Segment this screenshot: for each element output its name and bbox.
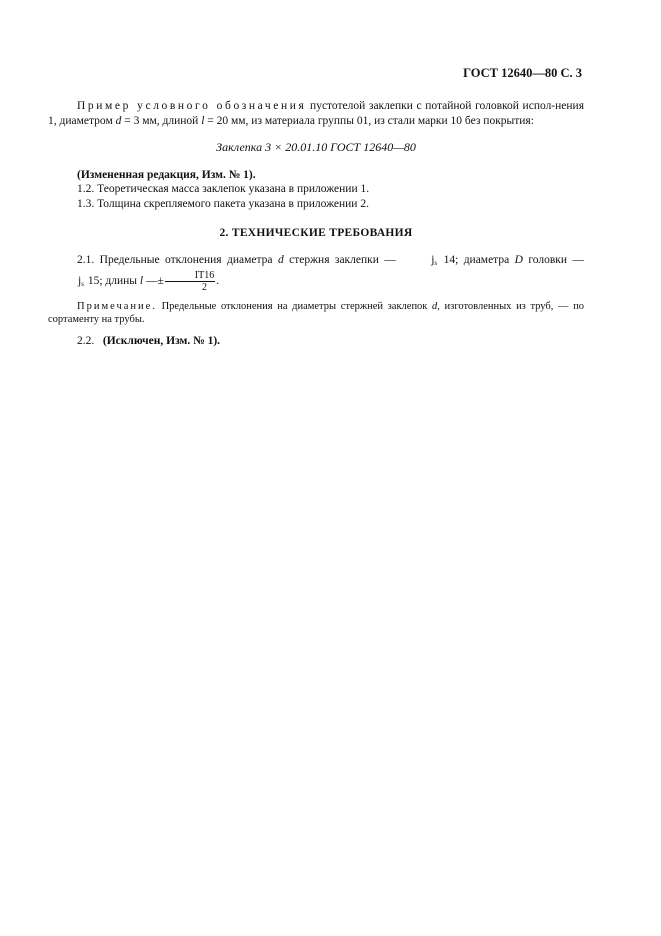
paragraph-2-1: 2.1. Предельные отклонения диаметра d стержня заклепки — $j_s$ 14; диаметра D головки — $j_s$ 15; длины l —± $\frac{IT16}{2}$ . [48,253,584,294]
designation-example-paragraph: Пример условного обозначения пустотелой заклепки с потайной головкой испол-нения 1, диаметром d = 3 мм, длиной l = 20 мм, из материала группы 01, из стали марки 10 без покрытия: [48,100,584,127]
section-title: 2. ТЕХНИЧЕСКИЕ ТРЕБОВАНИЯ [219,227,413,239]
tolerance-js-15: $j_s$ [78,275,84,289]
designation-formula: Заклепка 3 × 20.01.10 ГОСТ 12640—80 [216,140,416,154]
note-paragraph: Примечание. Предельные отклонения на диаметры стержней заклепок d, изготовленных из труб, — по сортаменту на трубы. [48,301,584,325]
note-lead: Примечание. [77,301,157,312]
example-lead: Пример условного обозначения [77,100,307,112]
page-header: ГОСТ 12640—80 С. 3 [463,66,582,80]
tolerance-js-14: $j_s$ [431,253,438,267]
paragraph-2-2: 2.2. (Исключен, Изм. № 1). [77,335,221,347]
page-content [48,99,584,349]
change-note: (Измененная редакция, Изм. № 1). [77,168,256,181]
item-1-3: 1.3. Толщина скрепляемого пакета указана в приложении 2. [77,197,369,210]
item-1-2: 1.2. Теоретическая масса заклепок указана в приложении 1. [77,183,370,195]
fraction-it16-over-2: $\frac{IT16}{2}$ [165,270,215,293]
